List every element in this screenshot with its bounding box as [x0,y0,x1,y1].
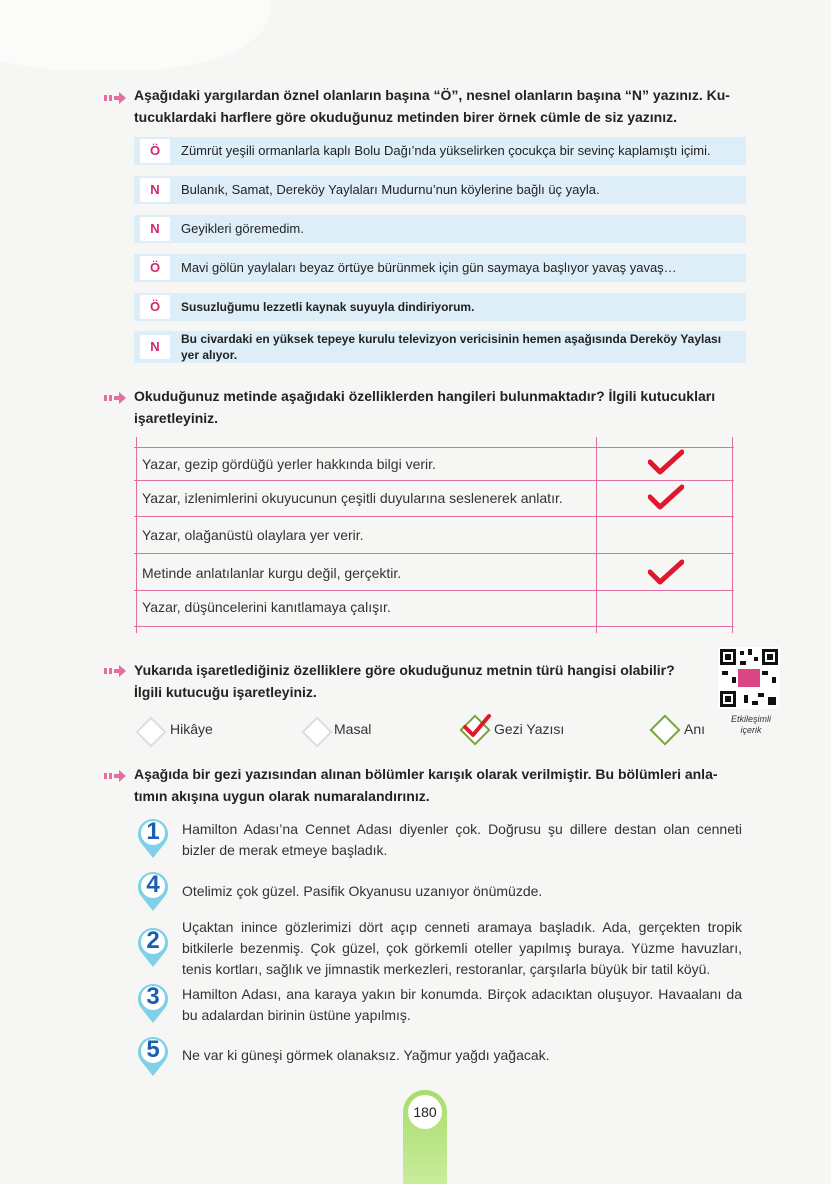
section3-instruction-line1: Yukarıda işaretlediğiniz özelliklere göre okuduğunuz metnin türü hangisi olabilir? [134,662,675,678]
background-shape [0,0,270,70]
table-rule [134,447,734,448]
passage-text: Ne var ki güneşi görmek olanaksız. Yağmur yağdı yağacak. [182,1047,550,1063]
arrow-bullet-icon [104,770,126,782]
number-pin-label: 4 [146,871,160,898]
table-rule [596,437,597,633]
on-row-text: Geyikleri göremedim. [181,221,304,236]
on-mark-box[interactable]: Ö [140,139,170,163]
section2-instruction-line1: Okuduğunuz metinde aşağıdaki özelliklerden hangileri bulunmaktadır? İlgili kutucukları [134,388,716,404]
features-check-table [134,437,734,633]
on-row [134,331,746,363]
on-mark-box[interactable]: N [140,178,170,202]
choice-label: Hikâye [170,721,213,737]
on-row-answer[interactable]: Susuzluğumu lezzetli kaynak suyuyla dindiriyorum. [181,300,475,314]
arrow-bullet-icon [104,665,126,677]
section3-instruction-line2: İlgili kutucuğu işaretleyiniz. [134,684,317,700]
choice-checkbox[interactable] [301,716,332,747]
feature-row-text: Yazar, olağanüstü olaylara yer verir. [142,527,364,543]
feature-row-text: Metinde anlatılanlar kurgu değil, gerçektir. [142,565,402,581]
table-rule [136,437,137,633]
table-rule [134,480,734,481]
section3-instruction [134,659,714,703]
on-row [134,137,746,165]
number-pin-icon[interactable] [136,926,170,968]
section2-instruction [134,385,749,429]
number-pin-icon[interactable] [136,870,170,912]
qr-caption-line2: içerik [740,725,762,735]
section1-instruction-line2: tucuklardaki harflere göre okuduğunuz metinden birer örnek cümle de siz yazınız. [134,109,678,125]
on-row-text: Zümrüt yeşili ormanlarla kaplı Bolu Dağı’nda yükselirken çocukça bir sevinç kaplamıştı içimi. [181,143,711,158]
number-pin-icon[interactable] [136,1035,170,1077]
on-mark-box[interactable]: Ö [140,295,170,319]
passage-text: Otelimiz çok güzel. Pasifik Okyanusu uzanıyor önümüzde. [182,883,543,899]
number-pin-icon[interactable] [136,817,170,859]
number-pin-icon[interactable] [136,982,170,1024]
on-row [134,254,746,282]
on-row [134,176,746,204]
choice-checkbox[interactable] [135,716,166,747]
on-mark-box[interactable]: N [140,335,170,359]
table-rule [134,590,734,591]
number-pin-label: 2 [146,927,160,954]
feature-row-text: Yazar, düşüncelerini kanıtlamaya çalışır. [142,599,391,615]
on-row [134,215,746,243]
on-row-answer[interactable]: Bu civardaki en yüksek tepeye kurulu televizyon vericisinin hemen aşağısında Dereköy Yaylası yer alıyor. [181,332,722,362]
section1-instruction [134,84,749,128]
passage-text: Hamilton Adası’na Cennet Adası diyenler çok. Doğrusu şu dillere destan olan cenneti bizler de merak etmeye başladık. [182,821,742,858]
feature-row-text: Yazar, izlenimlerini okuyucunun çeşitli duyularına seslenerek anlatır. [142,490,563,506]
checkmark-icon[interactable] [648,559,684,590]
number-pin-label: 5 [146,1036,160,1063]
page-number-tab [403,1090,447,1184]
number-pin-label: 3 [146,983,160,1010]
section1-instruction-line1: Aşağıdaki yargılardan öznel olanların başına “Ö”, nesnel olanların başına “N” yazınız. Ku- [134,87,730,103]
checkmark-icon[interactable] [648,484,684,515]
passage-text: Hamilton Adası, ana karaya yakın bir konumda. Birçok adacıktan oluşuyor. Havaalanı da bu adalardan birinin üstüne yapılmış. [182,986,742,1023]
section4-instruction [134,763,749,807]
qr-caption-line1: Etkileşimli [730,714,771,724]
choice-label: Masal [334,721,372,737]
on-mark-box[interactable]: Ö [140,256,170,280]
on-row [134,293,746,321]
qr-code-icon[interactable] [718,647,780,709]
qr-caption [716,714,786,736]
page-number: 180 [408,1095,442,1129]
checkmark-icon [462,713,492,741]
choice-label: Anı [684,721,706,737]
checkmark-icon[interactable] [648,449,684,480]
passage-text: Uçaktan inince gözlerimizi dört açıp cenneti aramaya başladık. Ada, gerçekten tropik bitkilerle bezenmiş. Çok güzel, çok görkemli oteller yapılmış buraya. Yüzme havuzları, tenis kortları, sağlık ve jimnastik merkezleri, restoranlar, çarşılarla büyük bir tatil köyü. [182,919,742,977]
choice-label: Gezi Yazısı [494,721,565,737]
number-pin-label: 1 [146,818,160,845]
on-row-text: Mavi gölün yaylaları beyaz örtüye bürünmek için gün saymaya başlıyor yavaş yavaş… [181,260,677,275]
section2-instruction-line2: işaretleyiniz. [134,410,219,426]
table-rule [134,626,734,627]
section4-instruction-line1: Aşağıda bir gezi yazısından alınan bölümler karışık olarak verilmiştir. Bu bölümleri anla- [134,766,718,782]
arrow-bullet-icon [104,92,126,104]
on-row-text: Bulanık, Samat, Dereköy Yaylaları Mudurnu’nun köylerine bağlı üç yayla. [181,182,600,197]
section4-instruction-line2: tımın akışına uygun olarak numaralandırınız. [134,788,430,804]
on-mark-box[interactable]: N [140,217,170,241]
table-rule [134,516,734,517]
choice-checkbox[interactable] [649,714,680,745]
table-rule [732,437,733,633]
table-rule [134,553,734,554]
arrow-bullet-icon [104,392,126,404]
feature-row-text: Yazar, gezip gördüğü yerler hakkında bilgi verir. [142,456,436,472]
